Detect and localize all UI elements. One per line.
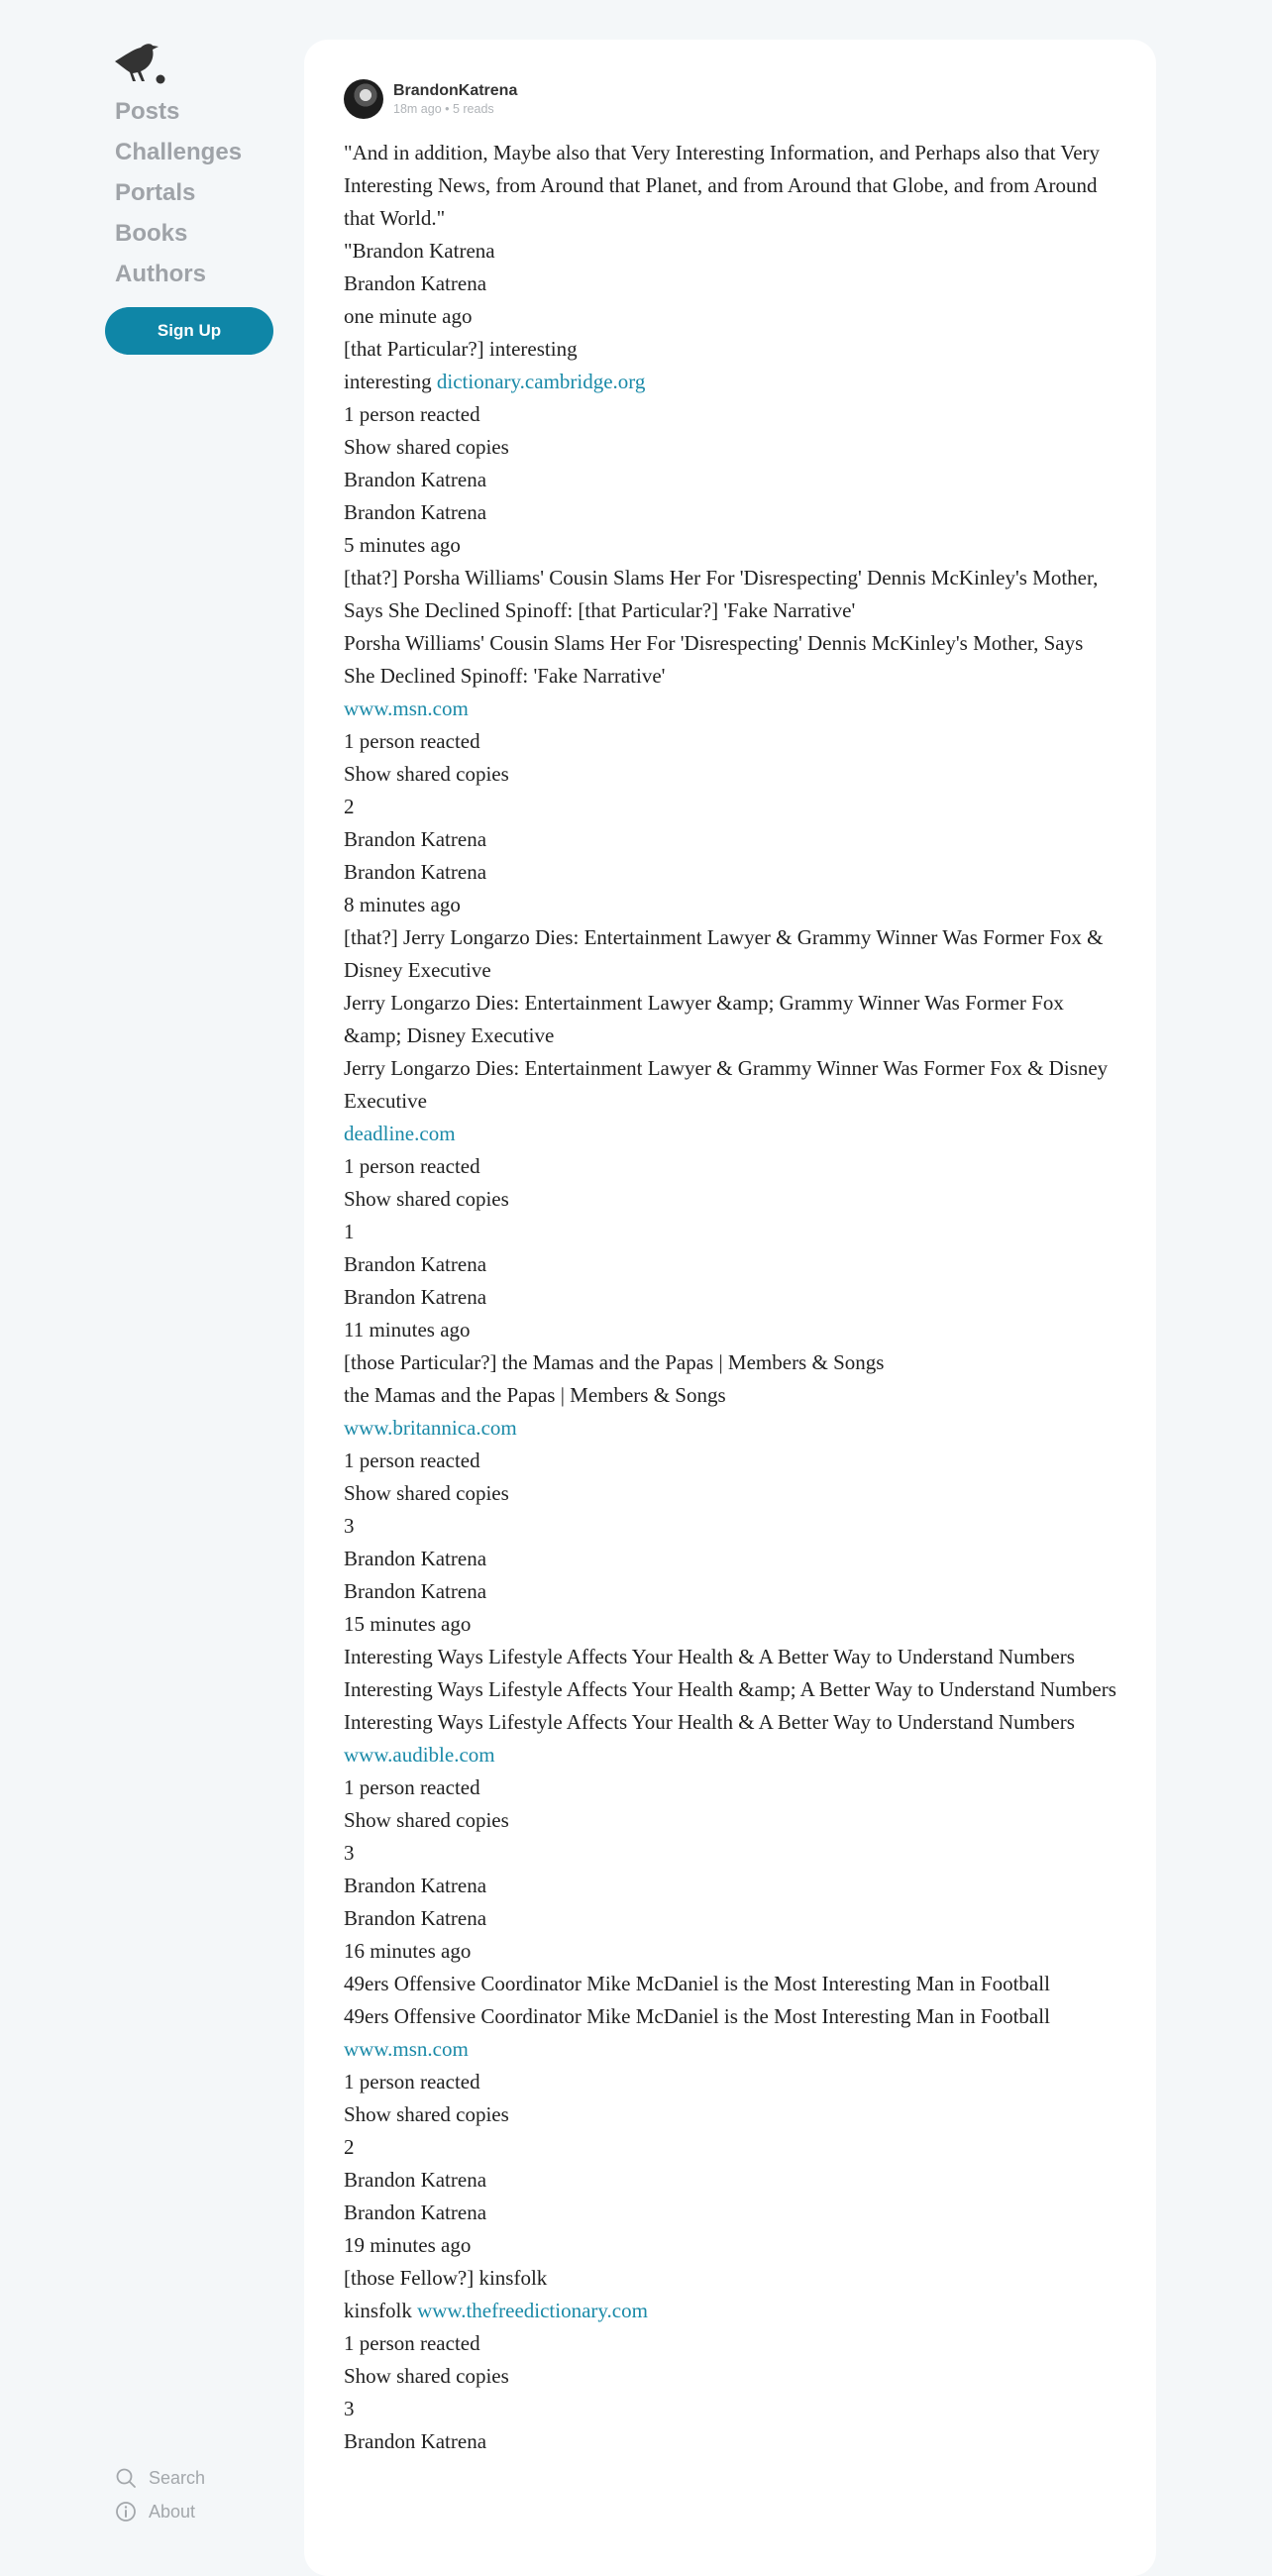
post-line bbox=[344, 1150, 1118, 1183]
post-line-text: 2 bbox=[344, 795, 355, 818]
post-line bbox=[344, 235, 1118, 268]
post-line bbox=[344, 1543, 1118, 1575]
post-line-text: 1 person reacted bbox=[344, 2070, 480, 2093]
post-line bbox=[344, 1935, 1118, 1968]
search-icon bbox=[115, 2467, 137, 2489]
post-line-with-link bbox=[344, 1412, 1118, 1445]
post-line bbox=[344, 1870, 1118, 1902]
post-line-text: Show shared copies bbox=[344, 1187, 509, 1211]
post-line-text: Show shared copies bbox=[344, 1808, 509, 1832]
post-line-text: 8 minutes ago bbox=[344, 893, 461, 916]
post-line-text: 1 bbox=[344, 1220, 355, 1243]
post-line-text: [those Particular?] the Mamas and the Papas | Members & Songs bbox=[344, 1350, 885, 1374]
post-line-text: Brandon Katrena bbox=[344, 1252, 487, 1276]
post-line-text: 1 person reacted bbox=[344, 1449, 480, 1472]
post-line bbox=[344, 1673, 1118, 1706]
post-line-text: Interesting Ways Lifestyle Affects Your Health & A Better Way to Understand Numbers bbox=[344, 1645, 1075, 1668]
post-line bbox=[344, 889, 1118, 921]
post-line-text: Brandon Katrena bbox=[344, 1579, 487, 1603]
source-link[interactable]: www.msn.com bbox=[344, 697, 469, 720]
post-line-text: Show shared copies bbox=[344, 2102, 509, 2126]
post-line bbox=[344, 1837, 1118, 1870]
post-line-text: 49ers Offensive Coordinator Mike McDaniel is the Most Interesting Man in Football bbox=[344, 1972, 1050, 1995]
post-line bbox=[344, 1052, 1118, 1118]
post-line-text: Brandon Katrena bbox=[344, 2168, 487, 2192]
post-line bbox=[344, 1477, 1118, 1510]
about-label: About bbox=[149, 2501, 196, 2522]
bird-logo-icon[interactable] bbox=[111, 40, 170, 87]
post-line-text: 15 minutes ago bbox=[344, 1612, 472, 1636]
post-line bbox=[344, 2229, 1118, 2262]
sign-up-button[interactable]: Sign Up bbox=[105, 307, 273, 355]
post-line bbox=[344, 431, 1118, 464]
post-line bbox=[344, 1379, 1118, 1412]
post-meta: 18m ago • 5 reads bbox=[393, 102, 494, 116]
nav-item-authors[interactable]: Authors bbox=[115, 261, 206, 287]
post-line bbox=[344, 496, 1118, 529]
post-line bbox=[344, 398, 1118, 431]
post-line bbox=[344, 2360, 1118, 2393]
post-line-text: Jerry Longarzo Dies: Entertainment Lawyer &amp; Grammy Winner Was Former Fox &amp; Disney Executive bbox=[344, 991, 1064, 1047]
post-line-text: 1 person reacted bbox=[344, 729, 480, 753]
post-line-text: Interesting Ways Lifestyle Affects Your Health & A Better Way to Understand Numbers bbox=[344, 1710, 1075, 1734]
post-line bbox=[344, 2327, 1118, 2360]
post-line bbox=[344, 1575, 1118, 1608]
post-line bbox=[344, 1510, 1118, 1543]
post-line-text: 16 minutes ago bbox=[344, 1939, 472, 1963]
post-line-text: Brandon Katrena bbox=[344, 2200, 487, 2224]
post-line bbox=[344, 725, 1118, 758]
post-line-text: 19 minutes ago bbox=[344, 2233, 472, 2257]
post-line bbox=[344, 464, 1118, 496]
post-line-text: Brandon Katrena bbox=[344, 827, 487, 851]
post-line-text: Show shared copies bbox=[344, 762, 509, 786]
source-link[interactable]: www.audible.com bbox=[344, 1743, 495, 1767]
post-line bbox=[344, 987, 1118, 1052]
post-line-text: 1 person reacted bbox=[344, 2331, 480, 2355]
post-line bbox=[344, 921, 1118, 987]
post-line-text: Brandon Katrena bbox=[344, 2429, 487, 2453]
post-line-text: Jerry Longarzo Dies: Entertainment Lawyer & Grammy Winner Was Former Fox & Disney Executive bbox=[344, 1056, 1109, 1113]
post-line-text: "And in addition, Maybe also that Very Interesting Information, and Perhaps also that Very Interesting News, from Around that Planet, and from Around that Globe, and from Around that World." bbox=[344, 141, 1101, 230]
post-line-text: Brandon Katrena bbox=[344, 1547, 487, 1570]
post-line bbox=[344, 856, 1118, 889]
post-line-text: Brandon Katrena bbox=[344, 1906, 487, 1930]
post-line bbox=[344, 627, 1118, 693]
source-link[interactable]: www.msn.com bbox=[344, 2037, 469, 2061]
post-line bbox=[344, 1314, 1118, 1346]
post-line-text: kinsfolk bbox=[344, 2299, 418, 2322]
post-line-text: 1 person reacted bbox=[344, 1775, 480, 1799]
info-icon bbox=[115, 2501, 137, 2522]
post-line bbox=[344, 333, 1118, 366]
post-line bbox=[344, 1248, 1118, 1281]
post-line-text: Brandon Katrena bbox=[344, 1285, 487, 1309]
post-line bbox=[344, 137, 1118, 235]
post-line bbox=[344, 758, 1118, 791]
post-line bbox=[344, 1771, 1118, 1804]
post-line bbox=[344, 2393, 1118, 2425]
avatar[interactable] bbox=[344, 79, 383, 119]
post-line bbox=[344, 1346, 1118, 1379]
main-nav bbox=[115, 91, 293, 294]
post-line-text: the Mamas and the Papas | Members & Songs bbox=[344, 1383, 726, 1407]
post-line bbox=[344, 1183, 1118, 1216]
post-line bbox=[344, 1445, 1118, 1477]
post-line bbox=[344, 823, 1118, 856]
post-line bbox=[344, 1281, 1118, 1314]
post-line-text: 3 bbox=[344, 1841, 355, 1865]
post-line-with-link bbox=[344, 366, 1118, 398]
search-link[interactable] bbox=[115, 2461, 273, 2495]
post-line bbox=[344, 1804, 1118, 1837]
post-line-text: 11 minutes ago bbox=[344, 1318, 471, 1342]
post-line bbox=[344, 2197, 1118, 2229]
post-line bbox=[344, 2098, 1118, 2131]
post-line-text: interesting bbox=[344, 370, 437, 393]
post-line-text: [that?] Porsha Williams' Cousin Slams Her For 'Disrespecting' Dennis McKinley's Mother, Says She Declined Spinoff: [that Particular?] 'Fake Narrative' bbox=[344, 566, 1099, 622]
post-line-text: Show shared copies bbox=[344, 1481, 509, 1505]
source-link[interactable]: dictionary.cambridge.org bbox=[436, 370, 646, 393]
post-line-text: Brandon Katrena bbox=[344, 860, 487, 884]
post-line bbox=[344, 1902, 1118, 1935]
post-line-text: 3 bbox=[344, 2397, 355, 2420]
post-line bbox=[344, 1216, 1118, 1248]
about-link[interactable] bbox=[115, 2495, 273, 2528]
post-line-text: Interesting Ways Lifestyle Affects Your Health &amp; A Better Way to Understand Numbers bbox=[344, 1677, 1116, 1701]
source-link[interactable]: deadline.com bbox=[344, 1122, 456, 1145]
nav-item-posts[interactable]: Posts bbox=[115, 98, 180, 125]
post-line-text: [that?] Jerry Longarzo Dies: Entertainment Lawyer & Grammy Winner Was Former Fox & Disney Executive bbox=[344, 925, 1104, 982]
post-line-with-link bbox=[344, 693, 1118, 725]
post-line-text: [those Fellow?] kinsfolk bbox=[344, 2266, 548, 2290]
source-link[interactable]: www.thefreedictionary.com bbox=[417, 2299, 648, 2322]
post-line-text: 5 minutes ago bbox=[344, 533, 461, 557]
post-line-text: Brandon Katrena bbox=[344, 500, 487, 524]
source-link[interactable]: www.britannica.com bbox=[344, 1416, 517, 1440]
post-line-text: 49ers Offensive Coordinator Mike McDaniel is the Most Interesting Man in Football bbox=[344, 2004, 1050, 2028]
post-line bbox=[344, 2131, 1118, 2164]
post-line bbox=[344, 2262, 1118, 2295]
post-line-text: Brandon Katrena bbox=[344, 468, 487, 491]
post-author[interactable] bbox=[344, 77, 517, 121]
search-label: Search bbox=[149, 2467, 206, 2488]
nav-item-challenges[interactable]: Challenges bbox=[115, 139, 243, 165]
post-line-text: Show shared copies bbox=[344, 2364, 509, 2388]
post-line bbox=[344, 2066, 1118, 2098]
post-line bbox=[344, 1968, 1118, 2000]
post-line bbox=[344, 791, 1118, 823]
post-line-with-link bbox=[344, 2295, 1118, 2327]
post-line bbox=[344, 529, 1118, 562]
post-line bbox=[344, 1706, 1118, 1739]
nav-item-books[interactable]: Books bbox=[115, 220, 188, 247]
post-line-text: 1 person reacted bbox=[344, 402, 480, 426]
post-line-text: Show shared copies bbox=[344, 435, 509, 459]
post-card bbox=[304, 40, 1156, 2576]
post-line-with-link bbox=[344, 2033, 1118, 2066]
post-line bbox=[344, 1641, 1118, 1673]
post-line-text: 2 bbox=[344, 2135, 355, 2159]
sidebar-footer bbox=[115, 2461, 273, 2528]
post-line bbox=[344, 2000, 1118, 2033]
post-line-text: one minute ago bbox=[344, 304, 473, 328]
post-line bbox=[344, 2164, 1118, 2197]
author-name[interactable]: BrandonKatrena bbox=[393, 82, 518, 99]
post-line-text: 3 bbox=[344, 1514, 355, 1538]
post-line-with-link bbox=[344, 1739, 1118, 1771]
post-line-text: 1 person reacted bbox=[344, 1154, 480, 1178]
post-line-text: Brandon Katrena bbox=[344, 271, 487, 295]
post-line-text: Brandon Katrena bbox=[344, 1874, 487, 1897]
post-line bbox=[344, 268, 1118, 300]
post-line-text: "Brandon Katrena bbox=[344, 239, 495, 263]
post-line-text: [that Particular?] interesting bbox=[344, 337, 578, 361]
post-line bbox=[344, 562, 1118, 627]
post-line-with-link bbox=[344, 1118, 1118, 1150]
post-body bbox=[344, 137, 1118, 2458]
nav-item-portals[interactable]: Portals bbox=[115, 179, 196, 206]
post-line-text: Porsha Williams' Cousin Slams Her For 'Disrespecting' Dennis McKinley's Mother, Says She Declined Spinoff: 'Fake Narrative' bbox=[344, 631, 1084, 688]
post-line bbox=[344, 1608, 1118, 1641]
post-line bbox=[344, 300, 1118, 333]
post-line bbox=[344, 2425, 1118, 2458]
